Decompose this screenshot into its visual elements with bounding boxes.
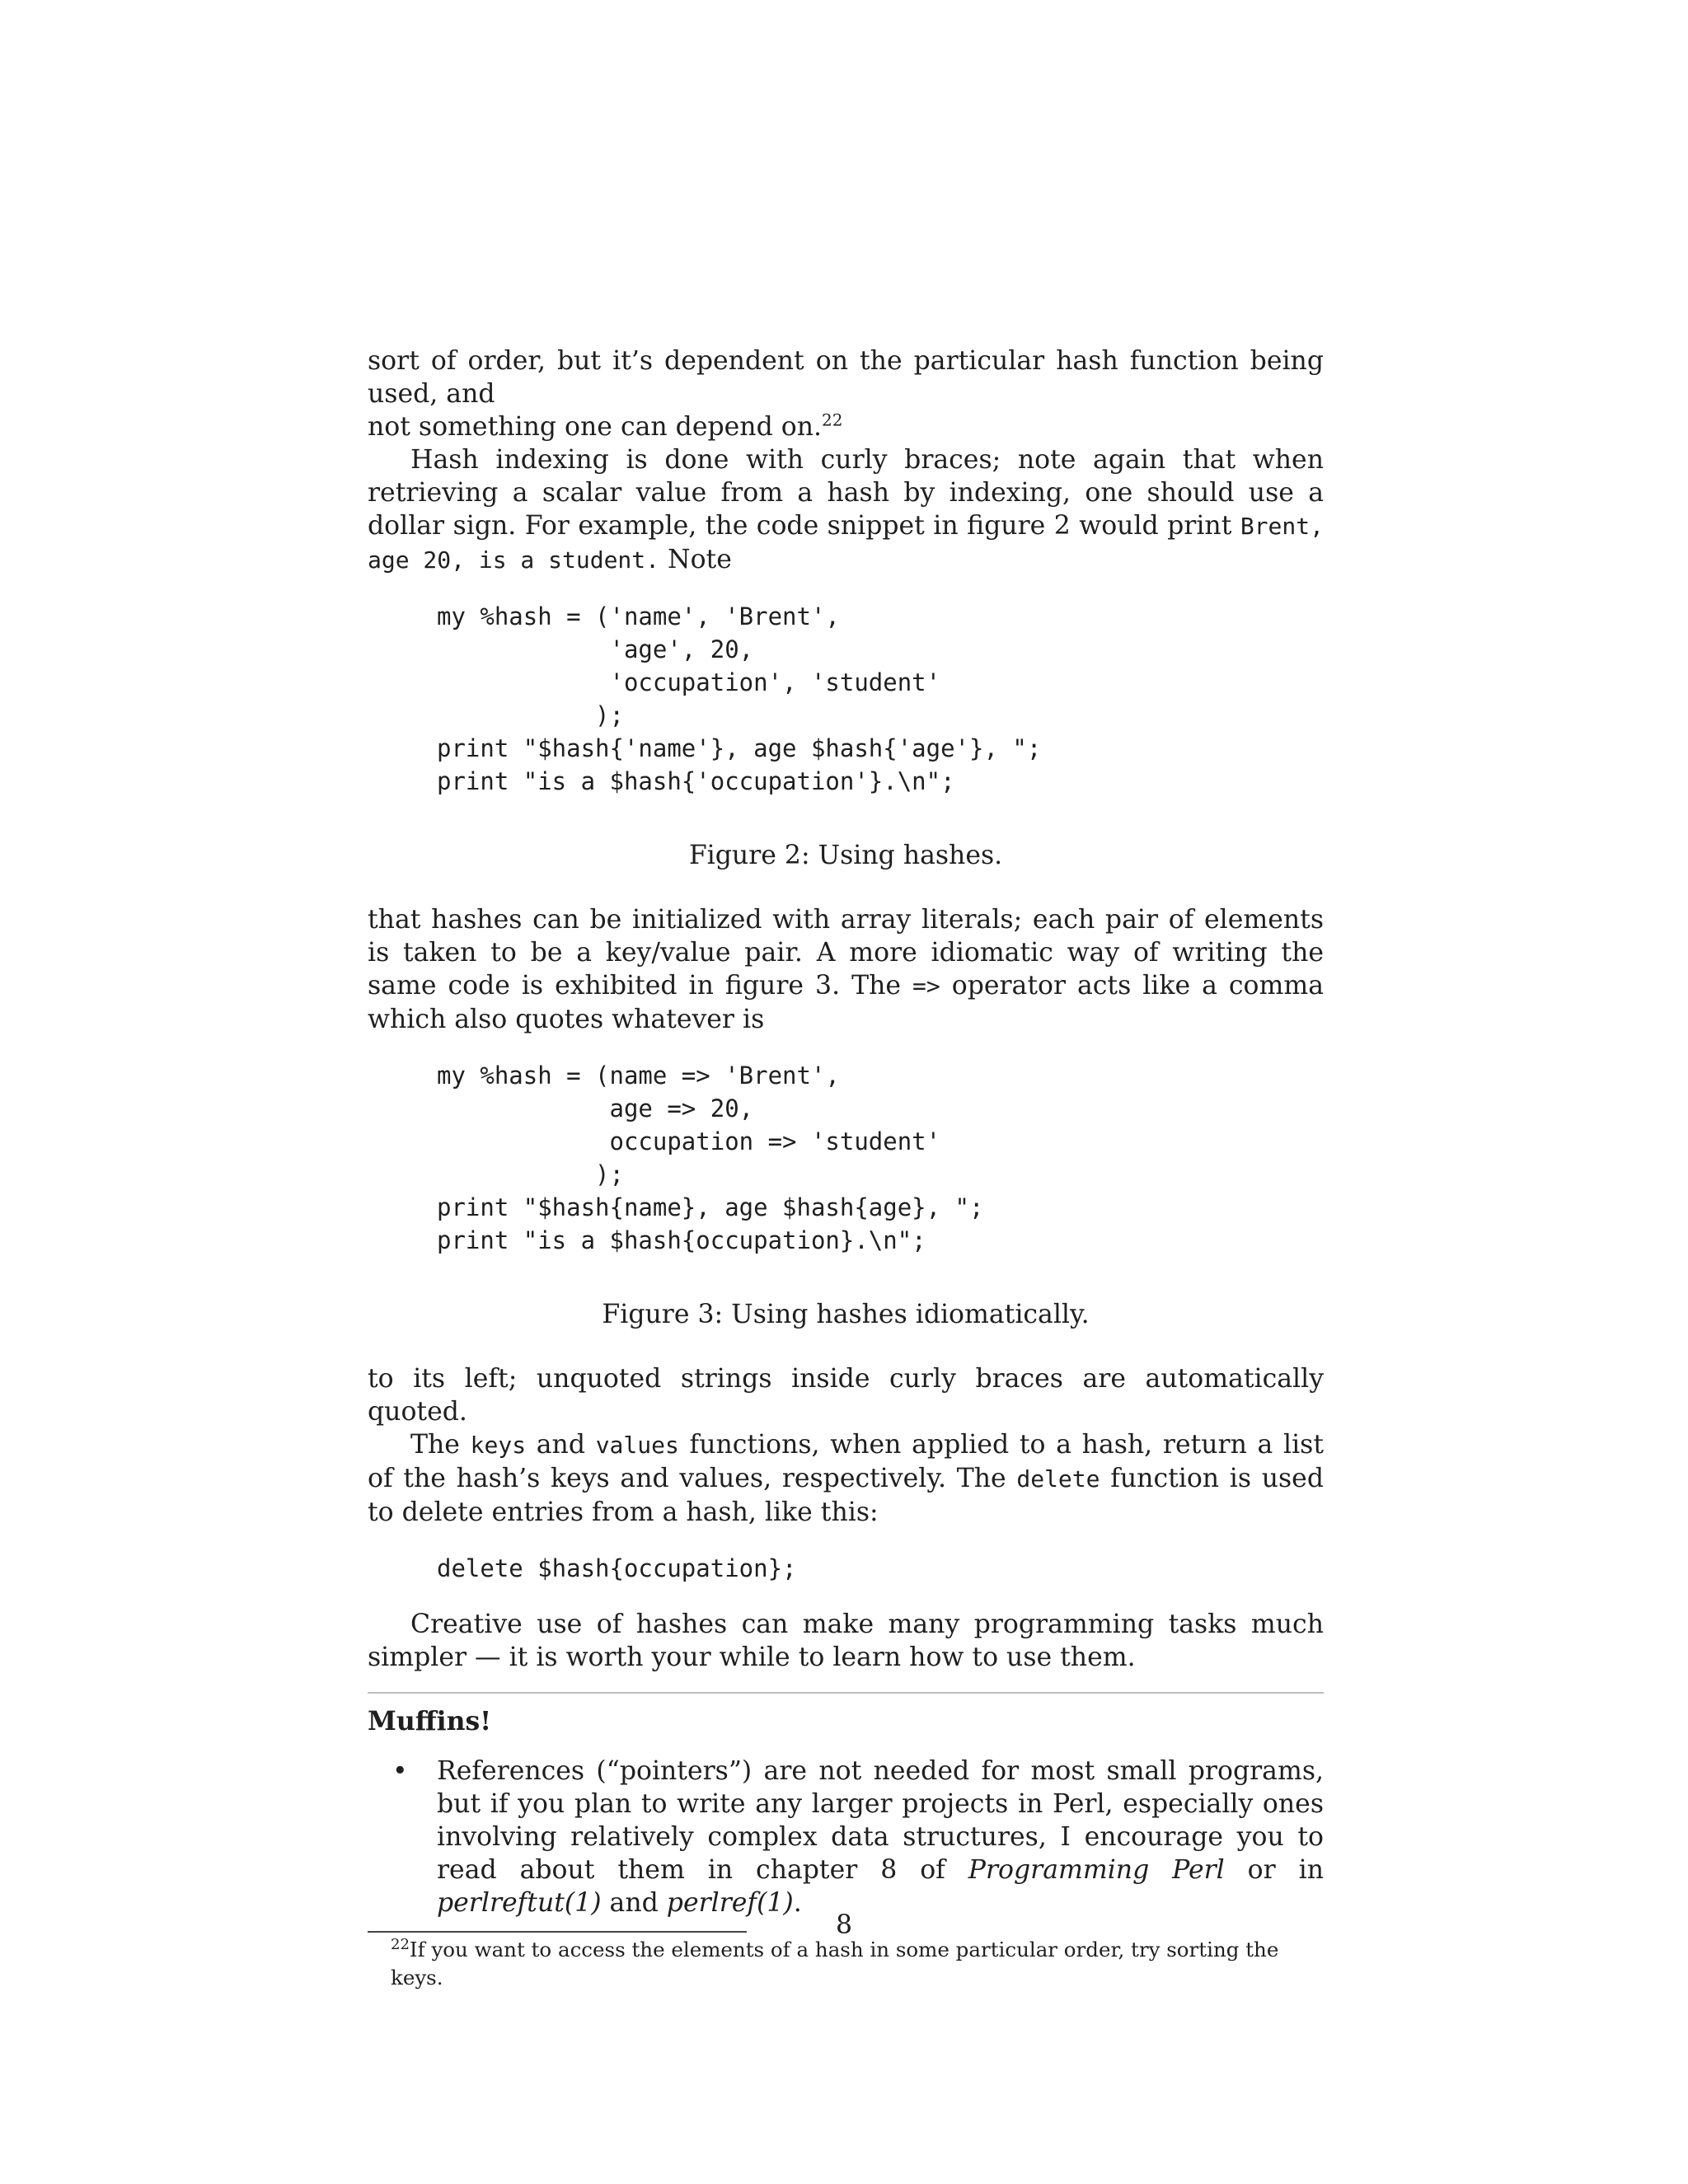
figure-3-code: my %hash = (name => 'Brent', age => 20, occupation => 'student' ); print "$hash{name}, age $hash{age}, "; print "is a $hash{occupation}.\n";: [437, 1062, 984, 1254]
footnote-22: [391, 1936, 1324, 1992]
inline-code-operator: =>: [912, 972, 940, 1000]
page-number: 8: [835, 1910, 853, 1940]
bullet-text-4: .: [793, 1888, 802, 1918]
inline-code-keys: keys: [470, 1432, 527, 1459]
bullet-text-3: and: [601, 1888, 667, 1918]
footnote-mark: 22: [391, 1935, 410, 1953]
bullet-icon: •: [392, 1756, 408, 1786]
figure-2-caption: Figure 2: Using hashes.: [688, 841, 1003, 870]
footnote-text: If you want to access the elements of a hash in some particular order, try sorting the keys.: [391, 1938, 1279, 1990]
muffins-bullet-item: [392, 1755, 1324, 1919]
paragraph-5-text-3: functions, when applied to a hash, return a list of the hash’s keys and values, respectively. The: [368, 1430, 1325, 1493]
paragraph-3-text: that hashes can be initialized with array literals; each pair of elements is taken to be a key/value pair. A more idiomatic way of writing the same code is exhibited in figure 3. The: [368, 905, 1324, 1001]
paragraph-2-tail: Note: [659, 545, 732, 574]
paragraph-5-text-1: The: [410, 1430, 471, 1460]
bullet-text-2: or in: [1224, 1855, 1324, 1885]
paragraph-1-line-1: sort of order, but it’s dependent on the particular hash function being used, and: [368, 346, 1324, 409]
paragraph-3-tail: operator acts like a comma which also quotes whatever is: [368, 971, 1324, 1034]
paragraph-1: [368, 344, 1324, 443]
book-title: Programming Perl: [968, 1855, 1225, 1885]
inline-code-delete: delete: [1016, 1465, 1100, 1493]
paragraph-2: [368, 443, 1324, 577]
paragraph-4: to its left; unquoted strings inside curly braces are automatically quoted.: [368, 1364, 1324, 1427]
footnote-marker[interactable]: 22: [822, 410, 843, 430]
paragraph-3: [368, 903, 1324, 1036]
muffins-bullet-text: [437, 1755, 1324, 1919]
manpage-perlreftut: perlreftut(1): [437, 1888, 602, 1918]
paragraph-5-text-2: and: [526, 1430, 596, 1460]
paragraph-2-text: Hash indexing is done with curly braces; note again that when retrieving a scalar value from a hash by indexing, one should use a dollar sign. For example, the code snippet in figure 2 would print: [368, 445, 1324, 541]
delete-code: delete $hash{occupation};: [437, 1554, 797, 1582]
figure-2-code: my %hash = ('name', 'Brent', 'age', 20, 'occupation', 'student' ); print "$hash{'name'}, age $hash{'age'}, "; print "is a $hash{'occupation'}.\n";: [437, 602, 1042, 795]
bullet-text-1: References (“pointers”) are not needed for most small programs, but if you plan to write any larger projects in Perl, especially ones involving relatively complex data structures, I encourage you to read about them in chapter 8 of: [437, 1756, 1324, 1885]
paragraph-6: Creative use of hashes can make many programming tasks much simpler — it is worth your while to learn how to use them.: [368, 1610, 1324, 1672]
paragraph-1-line-2: not something one can depend on.: [368, 412, 823, 442]
figure-3-caption: Figure 3: Using hashes idiomatically.: [602, 1300, 1090, 1329]
manpage-perlref: perlref(1): [666, 1888, 794, 1918]
inline-code-values: values: [595, 1432, 679, 1459]
page-body: [368, 344, 1324, 1992]
paragraph-5-text-4: function is used to delete entries from a hash, like this:: [368, 1464, 1324, 1527]
paragraph-5: [368, 1428, 1324, 1529]
inline-code-output: Brent, age 20, is a student.: [368, 513, 1324, 574]
muffins-heading: Muffins!: [368, 1706, 492, 1736]
